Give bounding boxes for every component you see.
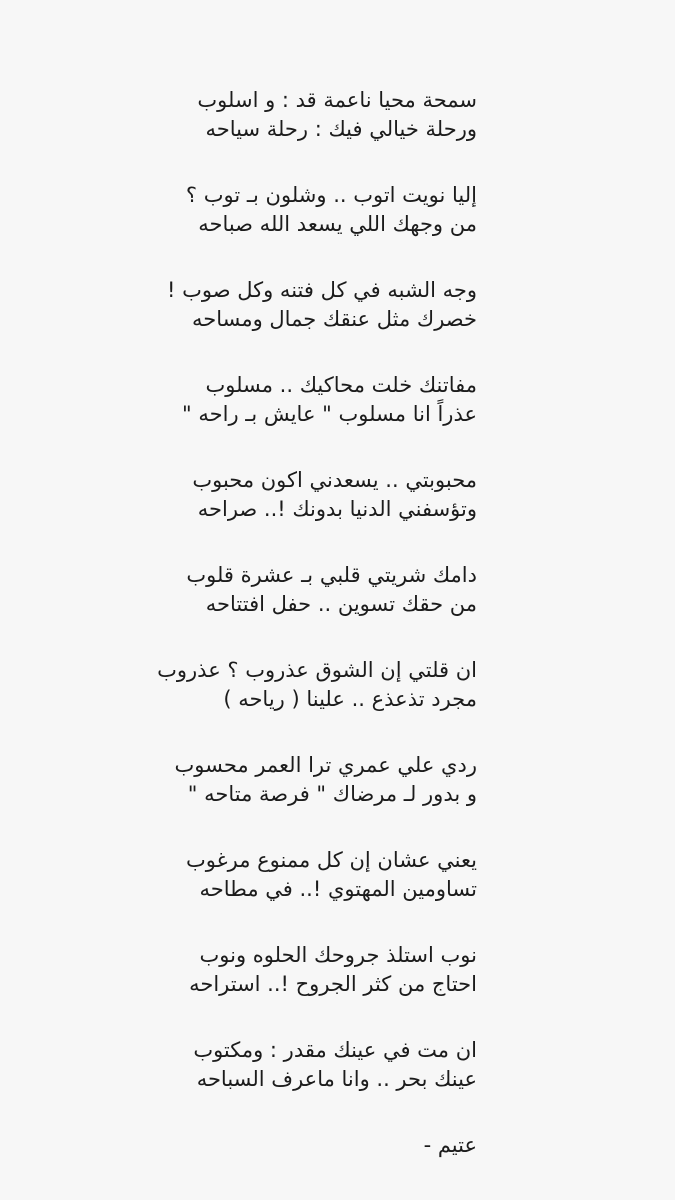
verse-line: مفاتنك خلت محاكيك .. مسلوب	[205, 373, 477, 397]
verse-line: يعني عشان إن كل ممنوع مرغوب	[186, 848, 477, 872]
verse-line: وجه الشبه في كل فتنه وكل صوب !	[167, 278, 477, 302]
verse-line: عينك بحر .. وانا ماعرف السباحه	[196, 1067, 477, 1091]
verse-line: نوب استلذ جروحك الحلوه ونوب	[199, 943, 477, 967]
verse-line: ان مت في عينك مقدر : ومكتوب	[193, 1038, 477, 1062]
stanza	[157, 181, 477, 239]
verse-line: إليا نويت اتوب .. وشلون بـ توب ؟	[185, 183, 477, 207]
stanza	[157, 1036, 477, 1094]
stanza	[157, 86, 477, 144]
stanza	[157, 656, 477, 714]
stanza	[157, 561, 477, 619]
verse-line: وتؤسفني الدنيا بدونك !.. صراحه	[197, 497, 477, 521]
verse-line: من وجهك اللي يسعد الله صباحه	[198, 212, 477, 236]
verse-line: سمحة محيا ناعمة قد : و اسلوب	[197, 88, 477, 112]
poem-body	[157, 86, 477, 1160]
verse-line: احتاج من كثر الجروح !.. استراحه	[189, 972, 477, 996]
verse-line: مجرد تذعذع .. علينا ( رياحه )	[223, 687, 477, 711]
verse-line: من حقك تسوين .. حفل افتتاحه	[205, 592, 477, 616]
stanza	[157, 846, 477, 904]
author-signature: عتيم -	[423, 1133, 477, 1157]
verse-line: ورحلة خيالي فيك : رحلة سياحه	[205, 117, 477, 141]
verse-line: ان قلتي إن الشوق عذروب ؟ عذروب	[157, 658, 477, 682]
stanza	[157, 276, 477, 334]
stanza	[157, 466, 477, 524]
stanza	[157, 941, 477, 999]
verse-line: تساومين المهتوي !.. في مطاحه	[199, 877, 477, 901]
verse-line: محبوبتي .. يسعدني اكون محبوب	[192, 468, 477, 492]
verse-line: و بدور لـ مرضاك " فرصة متاحه "	[187, 782, 477, 806]
stanza	[157, 371, 477, 429]
verse-line: عذراً انا مسلوب " عايش بـ راحه "	[182, 402, 477, 426]
stanza	[157, 751, 477, 809]
verse-line: دامك شريتي قلبي بـ عشرة قلوب	[186, 563, 477, 587]
verse-line: ردي علي عمري ترا العمر محسوب	[174, 753, 477, 777]
verse-line: خصرك مثل عنقك جمال ومساحه	[191, 307, 477, 331]
